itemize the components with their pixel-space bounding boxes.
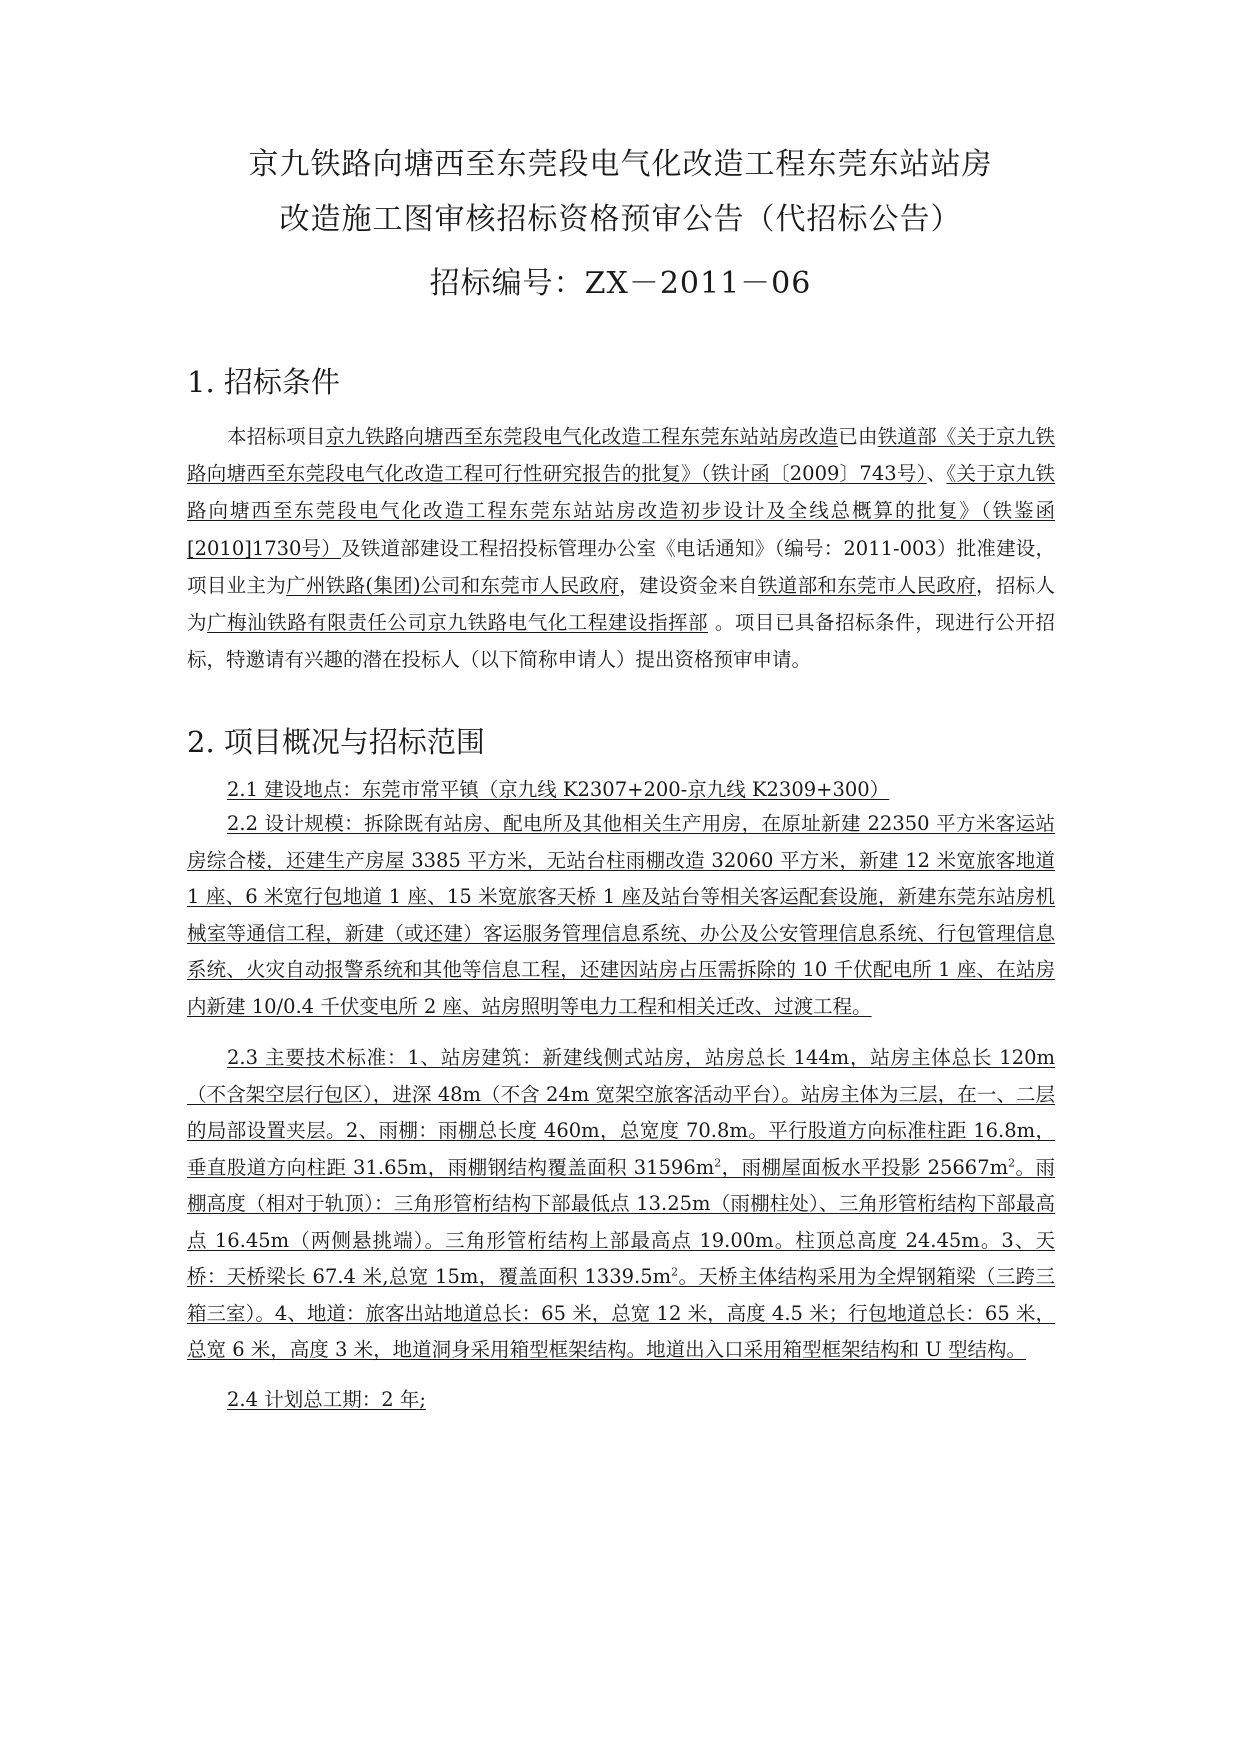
document-title-line-1: 京九铁路向塘西至东莞段电气化改造工程东莞东站站房 [248, 147, 993, 182]
text-run: 及铁道部建设工程招投标管理办公室《电话通知》（编号：2011-003）批准建设，项目业主为 [187, 536, 1056, 597]
section-1-paragraph [187, 418, 1055, 678]
text-run: 已由 [838, 425, 878, 448]
approval-document-1: 《关于京九铁路向塘西至东莞段电气化改造工程可行性研究报告的批复》（铁计函〔2009〕743号） [187, 425, 1055, 486]
text-run: 。天桥主体结构采用为全焊钢箱梁（三跨三箱三室）。4、地道：旅客出站地道总长：65 米，总宽 12 米，高度 4.5 米；行包地道总长：65 米，总宽 6 米，高度 3 米，地道洞身采用箱型框架结构。地道出入口采用箱型框架结构和 U 型结构。 [187, 1265, 1055, 1361]
text-run: ，雨棚屋面板水平投影 25667m [721, 1155, 1009, 1179]
item-2-1-text: 2.1 建设地点：东莞市常平镇（京九线 K2307+200-京九线 K2309+300） [227, 778, 890, 801]
text-run: 2.3 主要技术标准：1、站房建筑：新建线侧式站房，站房总长 144m，站房主体总长 120m（不含架空层行包区），进深 48m（不含 24m 宽架空旅客活动平台）。站房主体为三层，在一、二层的局部设置夹层。2、雨棚：雨棚总长度 460m，总宽度 70.8m。平行股道方向标准柱距 16.8m，垂直股道方向柱距 31.65m，雨棚钢结构覆盖面积 31596m [187, 1046, 1055, 1179]
item-2-2-text: 2.2 设计规模：拆除既有站房、配电所及其他相关生产用房，在原址新建 22350 平方米客运站房综合楼，还建生产房屋 3385 平方米，无站台柱雨棚改造 32060 平方米，新建 12 米宽旅客地道 1 座、6 米宽行包地道 1 座、15 米宽旅客天桥 1 座及站台等相关客运配套设施，新建东莞东站房机械室等通信工程，新建（或还建）客运服务管理信息系统、办公及公安管理信息系统、行包管理信息系统、火灾自动报警系统和其他等信息工程，还建因站房占压需拆除的 10 千伏配电所 1 座、在站房内新建 10/0.4 千伏变电所 2 座、站房照明等电力工程和相关迁改、过渡工程。 [187, 812, 1055, 1018]
item-2-3-text [187, 1046, 1055, 1361]
section-2-heading: 2. 项目概况与招标范围 [187, 725, 485, 759]
item-2-3 [187, 1040, 1055, 1369]
text-run: 本招标项目 [227, 425, 326, 448]
text-run: 、 [926, 462, 947, 486]
text-run: 。项目已具备招标条件，现进行公开招标，特邀请有兴趣的潜在投标人（以下简称申请人）提出资格预审申请。 [187, 611, 1055, 672]
item-2-4-text: 2.4 计划总工期：2 年; [227, 1388, 426, 1411]
superscript: 2 [1008, 1156, 1016, 1169]
item-2-4 [187, 1382, 1055, 1419]
text-run: ，建设资金来自 [619, 573, 758, 597]
project-owner: 广州铁路(集团)公司和东莞市人民政府 [286, 573, 620, 597]
superscript: 2 [671, 1265, 679, 1279]
tenderer-name: 广梅汕铁路有限责任公司京九铁路电气化工程建设指挥部 [207, 611, 709, 635]
item-2-2 [187, 806, 1055, 1025]
section-1-heading: 1. 招标条件 [187, 365, 340, 399]
document-title-line-2: 改造施工图审核招标资格预审公告（代招标公告） [279, 202, 962, 237]
funding-source: 铁道部和东莞市人民政府 [757, 573, 976, 597]
project-name: 京九铁路向塘西至东莞段电气化改造工程东莞东站站房改造 [325, 425, 839, 448]
bid-number: 招标编号：ZX－2011－06 [429, 266, 812, 301]
text-run: ，招标人为 [187, 573, 1055, 635]
approving-ministry: 铁道部 [877, 425, 937, 448]
item-2-1 [187, 772, 1055, 809]
text-run: 。雨棚高度（相对于轨顶）：三角形管桁结构下部最低点 13.25m（雨棚柱处）、三角形管桁结构下部最高点 16.45m（两侧悬挑端）。三角形管桁结构上部最高点 19.00m。柱顶总高度 24.45m。3、天桥：天桥梁长 67.4 米,总宽 15m，覆盖面积 1339.5m [187, 1155, 1055, 1288]
approval-document-2: 《关于京九铁路向塘西至东莞段电气化改造工程东莞东站站房改造初步设计及全线总概算的批复》（铁鉴函[2010]1730号） [187, 462, 1055, 560]
superscript: 2 [714, 1156, 722, 1169]
